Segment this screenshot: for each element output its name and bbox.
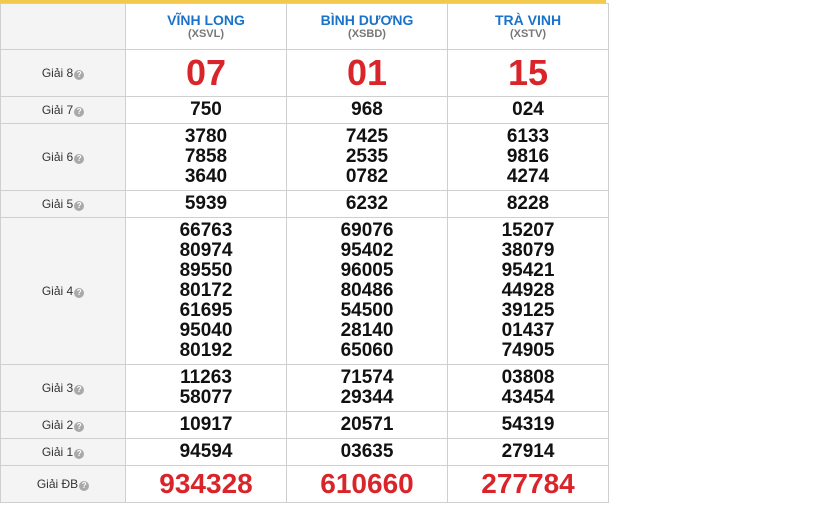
prize-label-cell [1,466,126,503]
prize-row-g6 [1,124,609,191]
prize-number: 80486 [340,280,394,301]
province-header-binh-duong[interactable] [287,4,448,50]
prize-number: 44928 [501,280,555,301]
prize-number: 6133 [506,126,550,147]
prize-cell-vinh-long [126,439,287,466]
prize-rows [1,50,609,503]
help-circle-icon[interactable]: ? [74,449,84,459]
prize-number: 024 [512,99,544,120]
prize-cell-tra-vinh [448,124,609,191]
prize-number: 28140 [340,320,394,341]
help-circle-icon[interactable]: ? [74,385,84,395]
help-circle-icon[interactable]: ? [74,288,84,298]
prize-row-g7 [1,97,609,124]
prize-number: 38079 [501,240,555,261]
prize-number: 07 [185,52,227,93]
prize-cell-tra-vinh [448,191,609,218]
prize-label-cell [1,412,126,439]
prize-label-cell [1,191,126,218]
prize-number: 58077 [179,387,233,408]
prize-label-cell [1,365,126,412]
prize-number: 95402 [340,240,394,261]
prize-cell-binh-duong [287,124,448,191]
province-name[interactable]: VĨNH LONG [167,12,245,28]
prize-cell-vinh-long [126,97,287,124]
prize-cell-binh-duong [287,365,448,412]
help-circle-icon[interactable]: ? [74,422,84,432]
prize-row-g2 [1,412,609,439]
prize-number: 277784 [481,468,575,499]
prize-label: Giải 7 [41,103,74,117]
prize-number: 4274 [506,166,550,187]
prize-row-g1 [1,439,609,466]
prize-row-db [1,466,609,503]
prize-number: 43454 [501,387,555,408]
prize-label-cell [1,439,126,466]
prize-number: 2535 [345,146,389,167]
help-circle-icon[interactable]: ? [79,481,89,491]
prize-label-cell [1,97,126,124]
prize-number: 20571 [340,414,394,435]
prize-cell-vinh-long [126,50,287,97]
prize-number: 15207 [501,220,555,241]
prize-cell-vinh-long [126,218,287,365]
prize-label: Giải 3 [41,381,74,395]
prize-row-g5 [1,191,609,218]
prize-number: 7858 [184,146,228,167]
prize-number: 0782 [345,166,389,187]
prize-number: 9816 [506,146,550,167]
prize-number: 610660 [320,468,414,499]
prize-label: Giải 4 [41,284,74,298]
prize-cell-tra-vinh [448,97,609,124]
prize-label: Giải ĐB [36,477,79,491]
prize-cell-tra-vinh [448,365,609,412]
prize-number: 69076 [340,220,394,241]
prize-number: 54500 [340,300,394,321]
prize-number: 934328 [159,468,253,499]
prize-label-cell [1,218,126,365]
province-header-vinh-long[interactable] [126,4,287,50]
prize-number: 80192 [179,340,233,361]
province-header-tra-vinh[interactable] [448,4,609,50]
province-name[interactable]: TRÀ VINH [494,12,562,28]
prize-number: 8228 [506,193,550,214]
prize-label: Giải 6 [41,150,74,164]
prize-label-cell [1,124,126,191]
prize-number: 95040 [179,320,233,341]
prize-row-g8 [1,50,609,97]
province-code: (XSTV) [509,28,547,40]
prize-cell-binh-duong [287,50,448,97]
province-code: (XSVL) [187,28,225,40]
prize-cell-binh-duong [287,439,448,466]
prize-number: 95421 [501,260,555,281]
prize-label: Giải 2 [41,418,74,432]
prize-number: 11263 [180,367,232,388]
prize-number: 29344 [340,387,394,408]
help-circle-icon[interactable]: ? [74,107,84,117]
prize-cell-tra-vinh [448,439,609,466]
prize-cell-tra-vinh [448,50,609,97]
prize-cell-vinh-long [126,466,287,503]
prize-number: 5939 [184,193,228,214]
prize-number: 968 [351,99,383,120]
prize-number: 61695 [179,300,233,321]
prize-number: 03808 [501,367,555,388]
prize-number: 3780 [184,126,228,147]
prize-number: 66763 [179,220,233,241]
prize-label: Giải 1 [41,445,74,459]
prize-number: 71574 [340,367,394,388]
prize-cell-tra-vinh [448,466,609,503]
prize-cell-tra-vinh [448,412,609,439]
prize-cell-tra-vinh [448,218,609,365]
prize-number: 65060 [340,340,394,361]
prize-cell-vinh-long [126,191,287,218]
prize-cell-vinh-long [126,412,287,439]
help-circle-icon[interactable]: ? [74,154,84,164]
prize-label: Giải 5 [41,197,74,211]
prize-number: 94594 [179,441,233,462]
header-corner-cell [1,4,126,50]
prize-number: 7425 [345,126,389,147]
prize-label-cell [1,50,126,97]
prize-cell-vinh-long [126,365,287,412]
prize-cell-binh-duong [287,218,448,365]
help-circle-icon[interactable]: ? [74,70,84,80]
prize-number: 74905 [501,340,555,361]
prize-number: 80172 [179,280,233,301]
prize-number: 6232 [345,193,389,214]
prize-number: 01 [346,52,388,93]
lottery-results-table [0,3,609,503]
prize-label: Giải 8 [41,66,74,80]
prize-number: 89550 [179,260,233,281]
prize-number: 54319 [501,414,555,435]
prize-number: 3640 [184,166,228,187]
prize-number: 96005 [340,260,394,281]
prize-number: 03635 [340,441,394,462]
help-circle-icon[interactable]: ? [74,201,84,211]
prize-number: 01437 [501,320,555,341]
prize-cell-binh-duong [287,412,448,439]
province-code: (XSBD) [348,28,386,40]
prize-number: 750 [190,99,222,120]
prize-number: 80974 [179,240,233,261]
prize-cell-binh-duong [287,97,448,124]
province-name[interactable]: BÌNH DƯƠNG [320,12,414,28]
prize-number: 39125 [501,300,555,321]
prize-number: 27914 [501,441,555,462]
prize-row-g3 [1,365,609,412]
prize-row-g4 [1,218,609,365]
prize-cell-vinh-long [126,124,287,191]
prize-number: 10917 [179,414,233,435]
prize-cell-binh-duong [287,466,448,503]
prize-cell-binh-duong [287,191,448,218]
prize-number: 15 [507,52,549,93]
header-row [1,4,609,50]
